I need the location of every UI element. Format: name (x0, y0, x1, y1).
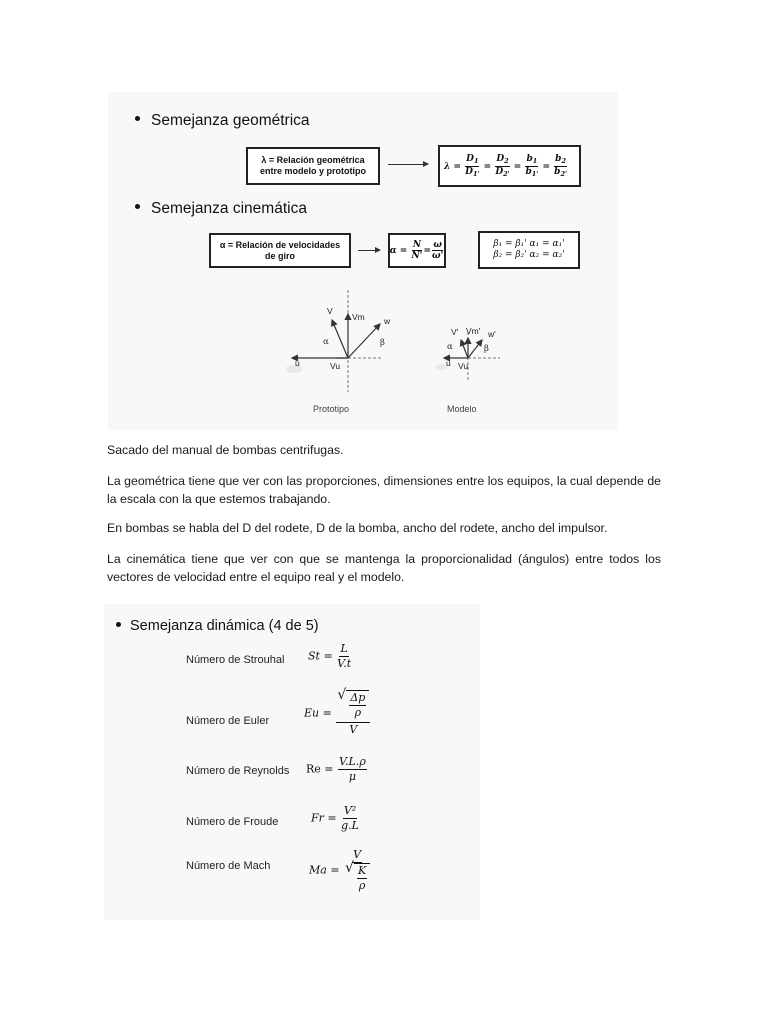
velocity-triangles-diagram (108, 92, 618, 430)
paragraph-kinematic: La cinemática tiene que ver con que se mantenga la proporcionalidad (ángulos) entre todos los vectores de velocidad entre el equipo real y el modelo. (107, 552, 661, 584)
prototype-w-label: w (384, 316, 391, 326)
froude-formula: Fr = $\frac{\text{V²}}{g.L}$ (311, 804, 359, 832)
model-v-label: V' (451, 327, 459, 337)
paragraph-pumps: En bombas se habla del D del rodete, D de la bomba, ancho del rodete, ancho del impulsor. (107, 521, 608, 535)
geometric-similarity-title: Semejanza geométrica (135, 112, 310, 130)
prototype-vu-label: Vu (330, 361, 341, 371)
froude-label: Número de Froude (186, 816, 279, 828)
prototype-beta-label: β (380, 338, 385, 348)
kinematic-ratio-box: α = Relación de velocidades de giro (209, 233, 351, 268)
prototype-v-label: V (327, 306, 333, 316)
w-vector (468, 340, 482, 358)
prototype-caption: Prototipo (313, 404, 350, 414)
prototype-u-label: u (295, 358, 300, 368)
model-alpha-label: α (447, 342, 453, 352)
reynolds-label: Número de Reynolds (186, 765, 290, 777)
paragraph-geometric: La geométrica tiene que ver con las proporciones, dimensiones entre los equipos, la cual depende de la escala con la que estemos trabajando. (107, 474, 661, 506)
mach-label: Número de Mach (186, 860, 271, 872)
similarity-figure-top (108, 92, 618, 430)
model-caption: Modelo (447, 404, 477, 414)
model-w-label: w' (488, 329, 496, 339)
mach-formula: Ma = V √ $\frac{K}{\rho}$ (309, 848, 371, 893)
euler-formula: Eu = √ $\frac{\frac{\Delta p}{\rho}}{V}$ (304, 690, 371, 737)
kinematic-formula: α = $\frac{N}{N'}$ = $\frac{\omega}{\omega'}$ (389, 240, 444, 261)
model-beta-label: β (484, 344, 489, 354)
prototype-velocity-triangle (286, 290, 383, 392)
euler-label: Número de Euler (186, 715, 270, 727)
dynamic-similarity-figure (104, 604, 480, 920)
v-vector (461, 340, 468, 358)
model-velocity-triangle (436, 332, 500, 382)
w-vector (348, 324, 380, 358)
v-vector (332, 320, 348, 358)
geometric-formula: λ = $\frac{D_1}{D_{1'}}$ = $\frac{D_2}{D_{2'}}$ = $\frac{b_1}{b_{1'}}$ = $\frac{b_2}{b_{2'}}$ (444, 153, 567, 178)
dynamic-similarity-title: Semejanza dinámica (4 de 5) (116, 618, 319, 634)
model-vu-label: Vu (458, 361, 469, 371)
prototype-vm-label: Vm (352, 312, 365, 322)
geometric-ratio-box: λ = Relación geométrica entre modelo y prototipo (246, 147, 380, 185)
model-vm-label: Vm' (466, 326, 481, 336)
strouhal-formula: St = $\frac{L}{V.t}$ (308, 642, 352, 670)
strouhal-label: Número de Strouhal (186, 654, 285, 666)
paragraph-source: Sacado del manual de bombas centrifugas. (107, 443, 344, 457)
angle-equality-box: β₁ = β₁' α₁ = α₁' β₂ = β₂' α₂ = α₂' (478, 231, 580, 269)
reynolds-formula: Re = $\frac{V.L.\rho}{\mu}$ (306, 755, 366, 783)
prototype-alpha-label: α (323, 337, 329, 347)
kinematic-similarity-title: Semejanza cinemática (135, 200, 307, 218)
model-u-label: u (446, 358, 451, 368)
bullet-icon (116, 622, 121, 627)
